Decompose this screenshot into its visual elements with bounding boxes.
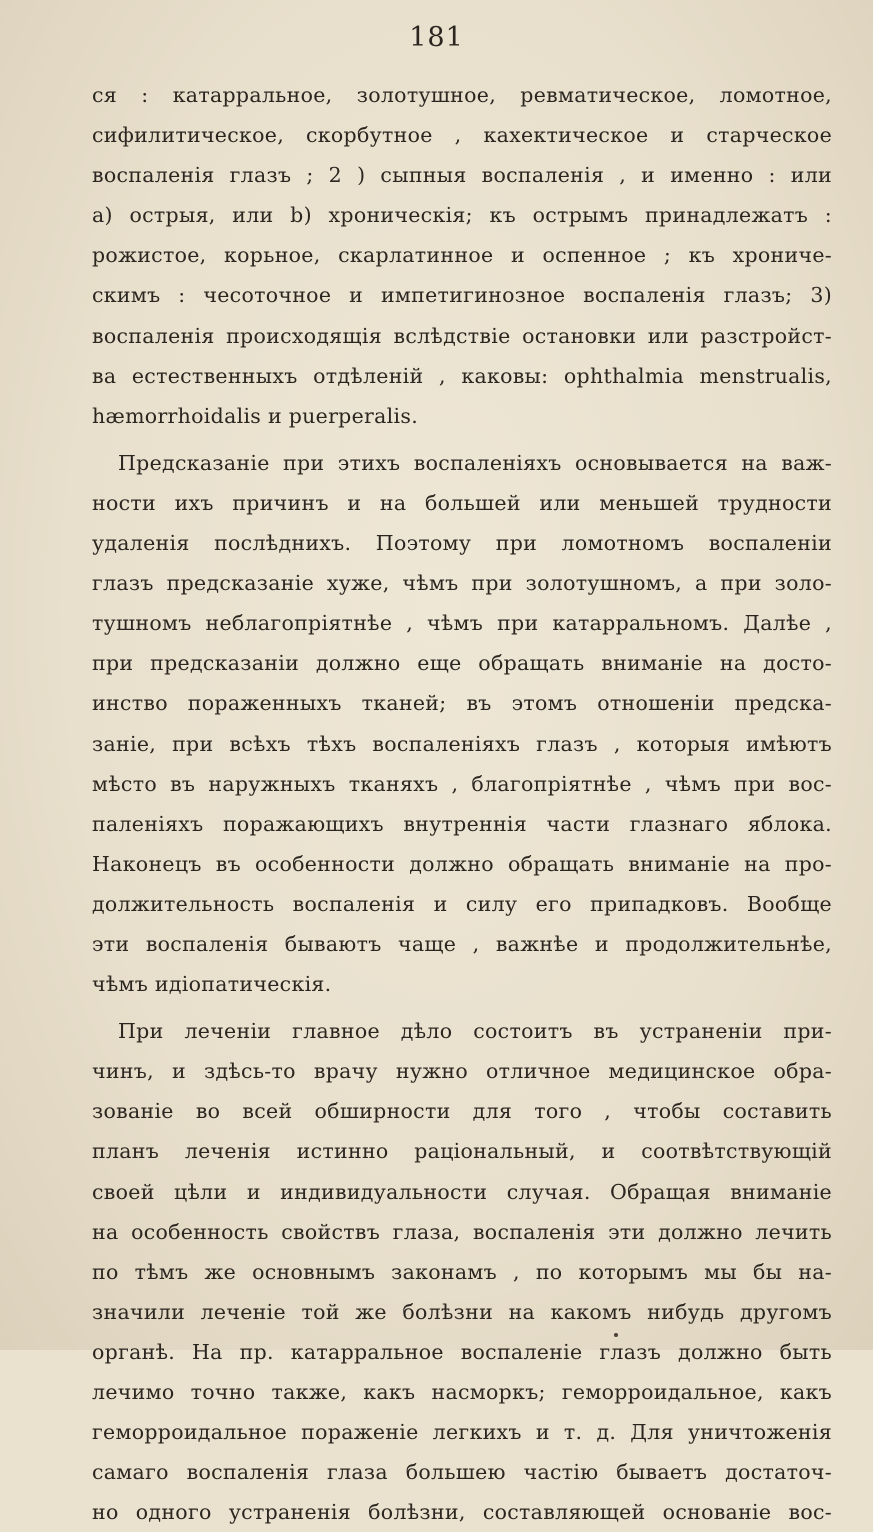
text-line: по тѣмъ же основнымъ законамъ , по которымъ мы бы на-: [92, 1259, 832, 1284]
text-line: планъ леченія истинно раціональный, и соотвѣтствующій: [92, 1139, 832, 1164]
text-line: зованіе во всей обширности для того , чтобы составить: [92, 1099, 832, 1124]
text-line: но одного устраненія болѣзни, составляющей основаніе вос-: [92, 1500, 832, 1525]
text-line: чинъ, и здѣсь-то врачу нужно отличное медицинское обра-: [92, 1059, 832, 1084]
body-text: [92, 75, 832, 1532]
text-line: своей цѣли и индивидуальности случая. Обращая вниманіе: [92, 1179, 832, 1204]
text-line: Предсказаніе при этихъ воспаленіяхъ основывается на важ-: [118, 450, 832, 475]
paragraph-2: [92, 443, 832, 1004]
text-line: глазъ предсказаніе хуже, чѣмъ при золотушномъ, а при золо-: [92, 571, 832, 596]
page-number: 181: [409, 22, 464, 53]
text-line: должительность воспаленія и силу его припадковъ. Вообще: [92, 891, 832, 916]
text-line: геморроидальное пораженіе легкихъ и т. д. Для уничтоженія: [92, 1420, 832, 1445]
text-line: ся : катарральное, золотушное, ревматическое, ломотное,: [92, 83, 832, 107]
text-line: тушномъ неблагопріятнѣе , чѣмъ при катарральномъ. Далѣе ,: [92, 611, 832, 636]
text-line: мѣсто въ наружныхъ тканяхъ , благопріятнѣе , чѣмъ при вос-: [92, 771, 832, 796]
text-line: воспаленія происходящія вслѣдствіе остановки или разстройст-: [92, 323, 832, 348]
text-line: сифилитическое, скорбутное , кахектическое и старческое: [92, 123, 832, 148]
text-line: на особенность свойствъ глаза, воспаленія эти должно лечить: [92, 1219, 832, 1244]
text-line: Наконецъ въ особенности должно обращать вниманіе на про-: [92, 851, 832, 876]
text-line: При леченіи главное дѣло состоитъ въ устраненіи при-: [118, 1019, 832, 1044]
text-line: удаленія послѣднихъ. Поэтому при ломотномъ воспаленіи: [92, 531, 832, 556]
text-line: рожистое, корьное, скарлатинное и оспенное ; къ хрониче-: [92, 243, 832, 268]
text-line: а) острыя, или b) хроническія; къ острымъ принадлежатъ :: [92, 203, 832, 228]
text-line: воспаленія глазъ ; 2 ) сыпныя воспаленія , и именно : или: [92, 163, 832, 188]
text-line: органѣ. На пр. катарральное воспаленіе глазъ должно быть: [92, 1339, 832, 1364]
text-line: эти воспаленія бываютъ чаще , важнѣе и продолжительнѣе,: [92, 931, 832, 956]
text-line: hæmorrhoidalis и puerperalis.: [92, 403, 419, 428]
ink-dot: [614, 1333, 618, 1337]
text-line: значили леченіе той же болѣзни на какомъ нибудь другомъ: [92, 1299, 832, 1324]
text-line: ва естественныхъ отдѣленій , каковы: ophthalmia menstrualis,: [92, 363, 832, 388]
text-line: паленіяхъ поражающихъ внутреннія части глазнаго яблока.: [92, 811, 832, 836]
paragraph-1: [92, 75, 832, 436]
text-line: заніе, при всѣхъ тѣхъ воспаленіяхъ глазъ , которыя имѣютъ: [92, 731, 832, 756]
text-line: скимъ : чесоточное и импетигинозное воспаленія глазъ; 3): [92, 283, 832, 308]
text-line: при предсказаніи должно еще обращать вниманіе на достo-: [92, 651, 832, 676]
text-line: чѣмъ идіопатическія.: [92, 972, 332, 997]
paragraph-3: [92, 1011, 832, 1532]
text-line: инство пораженныхъ тканей; въ этомъ отношеніи предска-: [92, 691, 832, 716]
text-line: ности ихъ причинъ и на большей или меньшей трудности: [92, 490, 832, 515]
text-line: самаго воспаленія глаза большею частію бываетъ достаточ-: [92, 1460, 832, 1485]
text-line: лечимо точно также, какъ насморкъ; геморроидальное, какъ: [92, 1380, 832, 1404]
